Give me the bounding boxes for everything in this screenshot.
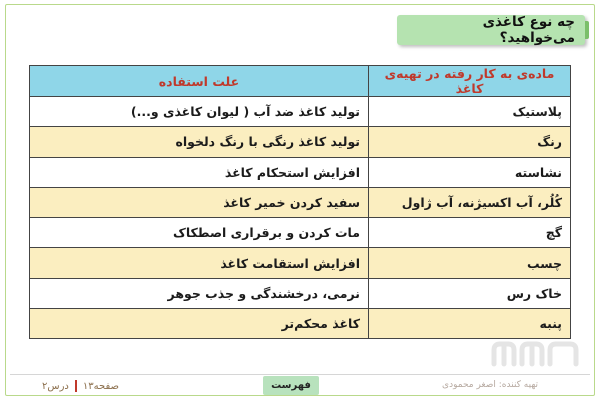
reason-cell: تولید کاغذ رنگی با رنگ دلخواه xyxy=(30,127,369,157)
question-accent xyxy=(585,21,589,39)
lesson-number: درس۲ xyxy=(42,380,69,392)
table-header-row xyxy=(30,66,571,97)
material-cell: پنبه xyxy=(369,309,571,339)
material-cell: پلاستیک xyxy=(369,97,571,127)
reason-cell: تولید کاغذ ضد آب ( لیوان کاغذی و...) xyxy=(30,97,369,127)
footer-separator xyxy=(75,380,77,392)
reason-cell: افزایش استحکام کاغذ xyxy=(30,157,369,187)
paper-materials-table xyxy=(29,65,571,339)
watermark-logo xyxy=(490,338,582,370)
table-row xyxy=(30,157,571,187)
material-cell: خاک رس xyxy=(369,278,571,308)
header-material: ماده‌ی به کار رفته در تهیه‌ی کاغذ xyxy=(369,66,571,97)
table-row xyxy=(30,278,571,308)
reason-cell: کاغذ محکم‌تر xyxy=(30,309,369,339)
watermark-shape xyxy=(490,338,582,370)
table-row xyxy=(30,248,571,278)
footer-divider xyxy=(10,374,590,375)
material-cell: گچ xyxy=(369,218,571,248)
table-row xyxy=(30,187,571,217)
table-row xyxy=(30,309,571,339)
table-row xyxy=(30,127,571,157)
header-reason: علت استفاده xyxy=(30,66,369,97)
table-row xyxy=(30,218,571,248)
material-cell: کُلُر، آب اکسیژنه، آب ژاول xyxy=(369,187,571,217)
page-number: صفحه۱۳ xyxy=(82,380,119,392)
reason-cell: مات کردن و برقراری اصطکاک xyxy=(30,218,369,248)
toc-button[interactable]: فهرست xyxy=(263,376,319,395)
reason-cell: افزایش استقامت کاغذ xyxy=(30,248,369,278)
author-credit: تهیه کننده: اصغر محمودی xyxy=(442,380,538,390)
material-cell: رنگ xyxy=(369,127,571,157)
table-row xyxy=(30,97,571,127)
material-cell: چسب xyxy=(369,248,571,278)
question-text: چه نوع کاغذی می‌خواهید؟ xyxy=(482,14,575,46)
material-cell: نشاسته xyxy=(369,157,571,187)
reason-cell: سفید کردن خمیر کاغذ xyxy=(30,187,369,217)
reason-cell: نرمی، درخشندگی و جذب جوهر xyxy=(30,278,369,308)
lesson-page-info xyxy=(42,380,119,392)
question-box xyxy=(397,15,585,45)
